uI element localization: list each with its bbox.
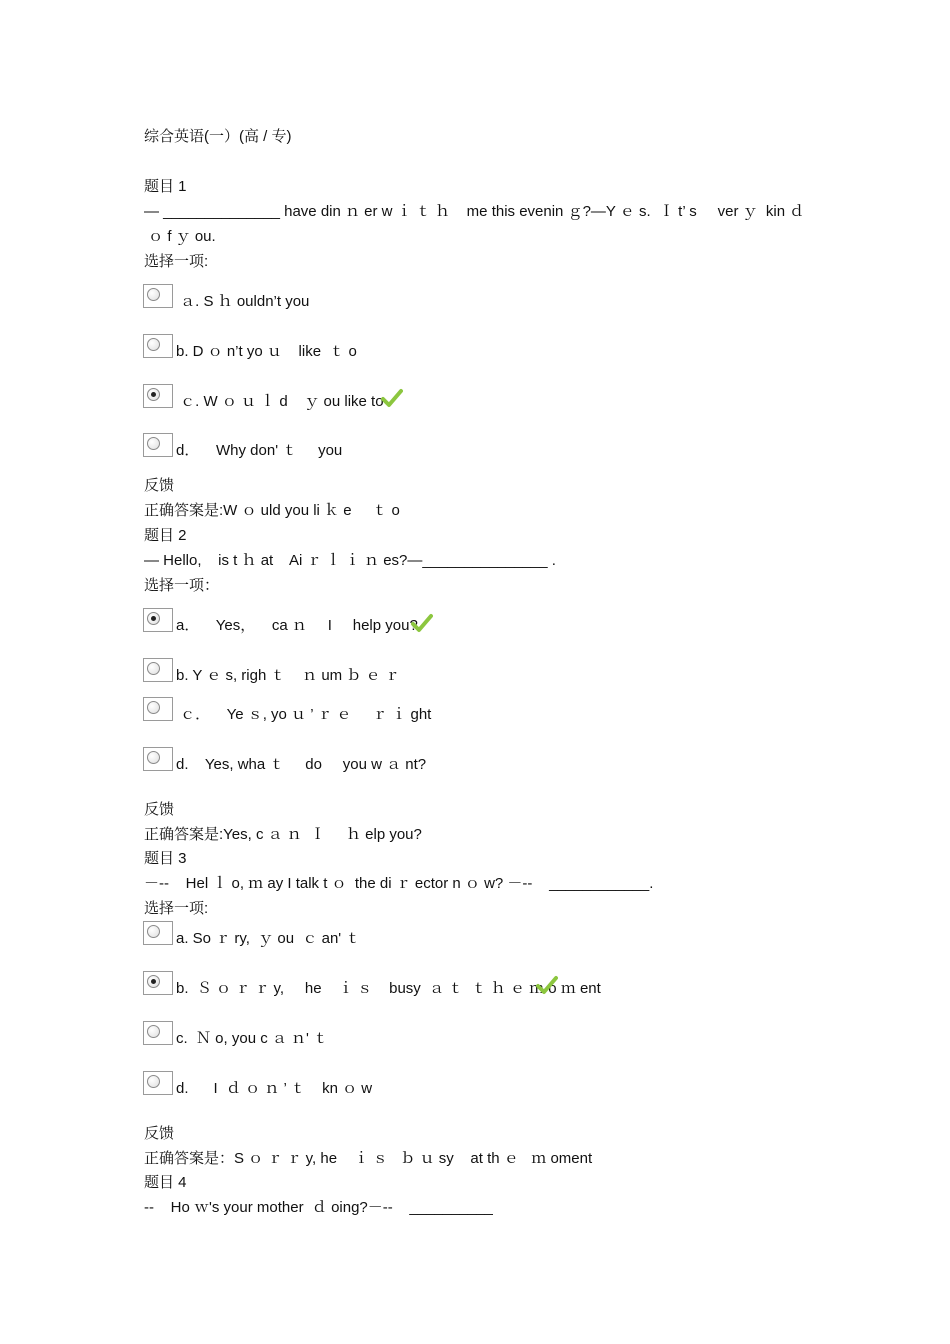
radio-button[interactable] <box>143 921 173 945</box>
question-2-heading: 题目 2 <box>144 527 187 544</box>
q2-option-a[interactable] <box>143 608 843 636</box>
radio-button[interactable] <box>143 334 173 358</box>
question-4-heading: 题目 4 <box>144 1174 187 1191</box>
question-1-feedback-label: 反馈 <box>144 477 175 494</box>
option-label: d. Yes, wha ｔ do you w ａ nt? <box>176 756 427 773</box>
radio-selected-dot-icon <box>151 979 156 984</box>
question-3-stem: －-- Hel ｌ o, ｍ ay I talk t ｏ the di ｒ ector n ｏ w? －-- ____________. <box>144 875 654 892</box>
question-2-correct-answer: 正确答案是:Yes, c ａ ｎ Ｉ ｈ elp you? <box>144 826 422 843</box>
correct-check-icon <box>381 388 403 408</box>
option-label: c. Ｎ o, you c ａ ｎ' ｔ <box>176 1030 329 1047</box>
option-label: ｃ． Ye ｓ, yo ｕ ’ ｒ ｅ ｒ ｉ ght <box>176 706 432 723</box>
q3-option-c[interactable] <box>143 1021 843 1049</box>
question-2-feedback-label: 反馈 <box>144 801 175 818</box>
radio-circle-icon <box>147 751 160 764</box>
radio-circle-icon <box>147 662 160 675</box>
option-label: b. D ｏ n’t yo ｕ like ｔ o <box>176 343 357 360</box>
page-title: 综合英语(一）(高 / 专) <box>144 128 292 145</box>
q1-option-d[interactable] <box>143 433 843 461</box>
option-label: b. Ｓ ｏ ｒ ｒ y, he ｉ ｓ busy ａ ｔ ｔ ｈ ｅ ｍ o ｍ ent <box>176 980 601 997</box>
radio-button-selected[interactable] <box>143 971 173 995</box>
radio-button[interactable] <box>143 658 173 682</box>
question-1-correct-answer: 正确答案是:W ｏ uld you li ｋ e ｔ o <box>144 502 400 519</box>
q2-option-d[interactable] <box>143 747 843 775</box>
option-label: ａ. S ｈ ouldn’t you <box>176 293 310 310</box>
option-label: ｃ. W ｏ ｕ ｌ d ｙ ou like to <box>176 393 384 410</box>
question-1-heading: 题目 1 <box>144 178 187 195</box>
radio-button[interactable] <box>143 433 173 457</box>
q3-option-b[interactable] <box>143 971 843 999</box>
q1-option-b[interactable] <box>143 334 843 362</box>
q1-option-c[interactable] <box>143 384 843 412</box>
q1-option-a[interactable] <box>143 284 843 312</box>
correct-check-icon <box>411 613 433 633</box>
question-2-prompt: 选择一项： <box>144 577 220 594</box>
radio-circle-icon <box>147 612 160 625</box>
question-3-feedback-label: 反馈 <box>144 1125 175 1142</box>
q2-option-c[interactable] <box>143 697 843 725</box>
radio-circle-icon <box>147 437 160 450</box>
question-4-stem: -- Ho ｗ's your mother ｄ oing?－-- __________ <box>144 1199 493 1216</box>
question-1-prompt: 选择一项: <box>144 253 209 270</box>
radio-button-selected[interactable] <box>143 608 173 632</box>
correct-check-icon <box>536 975 558 995</box>
radio-button[interactable] <box>143 697 173 721</box>
radio-button[interactable] <box>143 1071 173 1095</box>
question-1-stem-continued: ｏ f ｙ ou. <box>144 228 216 245</box>
question-2-stem: — Hello, is t ｈ at Ai ｒ ｌ ｉ ｎ es?—_______________ . <box>144 552 556 569</box>
q3-option-a[interactable] <box>143 921 843 949</box>
option-label: d. I ｄ ｏ ｎ ’ ｔ kn ｏ w <box>176 1080 373 1097</box>
radio-circle-icon <box>147 388 160 401</box>
radio-button[interactable] <box>143 1021 173 1045</box>
radio-circle-icon <box>147 975 160 988</box>
option-label: d． Why don' ｔ you <box>176 442 343 459</box>
radio-circle-icon <box>147 925 160 938</box>
radio-circle-icon <box>147 338 160 351</box>
option-label: b. Y ｅ s, righ ｔ ｎ um ｂ ｅ ｒ <box>176 667 400 684</box>
q2-option-b[interactable] <box>143 658 843 686</box>
radio-circle-icon <box>147 701 160 714</box>
radio-button[interactable] <box>143 747 173 771</box>
question-1-stem: — ______________ have din ｎ er w ｉ ｔ ｈ me this evenin ｇ?—Y ｅ s. Ｉ t’ s ver ｙ kin ｄ <box>144 203 805 220</box>
radio-selected-dot-icon <box>151 392 156 397</box>
question-3-heading: 题目 3 <box>144 850 187 867</box>
radio-circle-icon <box>147 288 160 301</box>
radio-selected-dot-icon <box>151 616 156 621</box>
q3-option-d[interactable] <box>143 1071 843 1099</box>
question-3-correct-answer: 正确答案是：S ｏ ｒ ｒ y, he ｉ ｓ ｂ ｕ sy at th ｅ ｍ oment <box>144 1150 593 1167</box>
option-label: a. So ｒ ry, ｙ ou ｃ an' ｔ <box>176 930 361 947</box>
radio-button-selected[interactable] <box>143 384 173 408</box>
radio-button[interactable] <box>143 284 173 308</box>
radio-circle-icon <box>147 1025 160 1038</box>
question-3-prompt: 选择一项: <box>144 900 209 917</box>
option-label: a． Yes， ca ｎ I help you? <box>176 617 418 634</box>
radio-circle-icon <box>147 1075 160 1088</box>
